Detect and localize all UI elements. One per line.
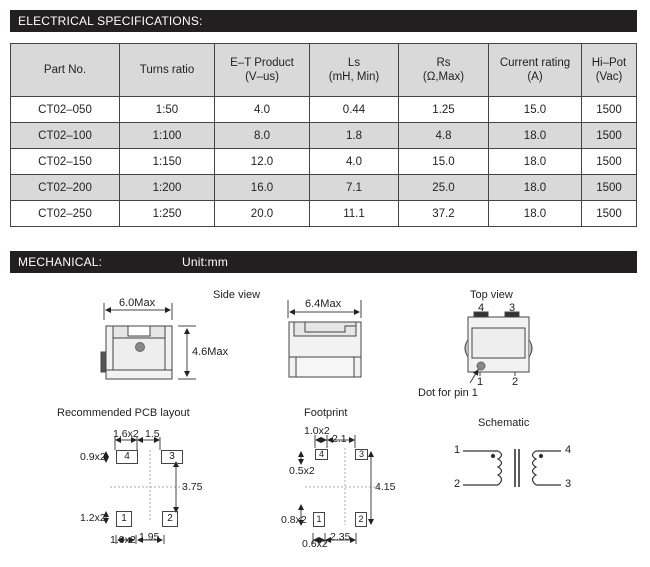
cell-et-product: 12.0 bbox=[215, 149, 310, 175]
pcb-spacing-bottom-dim: 1.95 bbox=[139, 531, 160, 543]
footprint-drawing bbox=[301, 435, 380, 544]
col-header-ls: Ls (mH, Min) bbox=[310, 44, 399, 97]
cell-ls: 7.1 bbox=[310, 175, 399, 201]
fp-spacing-bottom-dim: 2.35 bbox=[330, 531, 351, 543]
pcb-pad-3: 3 bbox=[161, 450, 183, 464]
schematic-pin-2: 2 bbox=[454, 478, 461, 490]
pcb-pad-1: 1 bbox=[116, 511, 132, 527]
dot-pin1-note: Dot for pin 1 bbox=[418, 387, 478, 399]
cell-rs: 37.2 bbox=[399, 201, 489, 227]
pcb-layout-title: Recommended PCB layout bbox=[57, 407, 190, 419]
side-view-width-label: 6.0Max bbox=[119, 297, 156, 309]
electrical-title: ELECTRICAL SPECIFICATIONS: bbox=[18, 14, 203, 28]
cell-current-rating: 18.0 bbox=[489, 149, 582, 175]
fp-pad-1: 1 bbox=[313, 512, 325, 527]
top-view-title: Top view bbox=[470, 289, 513, 301]
cell-et-product: 8.0 bbox=[215, 123, 310, 149]
cell-part-no: CT02–200 bbox=[11, 175, 120, 201]
schematic-pin-4: 4 bbox=[565, 444, 572, 456]
pcb-spacing-top-dim: 1.5 bbox=[145, 428, 160, 440]
pin-label-2: 2 bbox=[512, 376, 519, 388]
cell-part-no: CT02–100 bbox=[11, 123, 120, 149]
cell-turns-ratio: 1:50 bbox=[120, 97, 215, 123]
fp-pad-height-dim: 0.8x2 bbox=[281, 514, 307, 526]
cell-ls: 0.44 bbox=[310, 97, 399, 123]
cell-rs: 1.25 bbox=[399, 97, 489, 123]
schematic-pin-1: 1 bbox=[454, 444, 461, 456]
schematic-title: Schematic bbox=[478, 417, 530, 429]
cell-ls: 11.1 bbox=[310, 201, 399, 227]
pcb-pad-top-dim: 1.6x2 bbox=[113, 428, 139, 440]
schematic-pin-3: 3 bbox=[565, 478, 572, 490]
footprint-title: Footprint bbox=[304, 407, 348, 419]
pin-label-4: 4 bbox=[478, 302, 485, 314]
cell-current-rating: 18.0 bbox=[489, 123, 582, 149]
mechanical-title: MECHANICAL: bbox=[18, 255, 103, 269]
fp-pad-left-dim: 0.5x2 bbox=[289, 465, 315, 477]
side-view-title: Side view bbox=[213, 289, 261, 301]
pcb-pad-4: 4 bbox=[116, 450, 138, 464]
col-header-rs: Rs (Ω,Max) bbox=[399, 44, 489, 97]
cell-et-product: 20.0 bbox=[215, 201, 310, 227]
cell-hi-pot: 1500 bbox=[582, 149, 637, 175]
cell-rs: 15.0 bbox=[399, 149, 489, 175]
fp-spacing-top-dim: 2.1 bbox=[332, 433, 347, 445]
col-header-current-rating: Current rating (A) bbox=[489, 44, 582, 97]
col-header-turns-ratio: Turns ratio bbox=[120, 44, 215, 97]
front-view-width-label: 6.4Max bbox=[305, 298, 342, 310]
cell-turns-ratio: 1:100 bbox=[120, 123, 215, 149]
cell-rs: 25.0 bbox=[399, 175, 489, 201]
fp-pad-4: 4 bbox=[315, 449, 328, 460]
cell-turns-ratio: 1:250 bbox=[120, 201, 215, 227]
pin-label-3: 3 bbox=[509, 302, 516, 314]
fp-pad-top-dim: 1.0x2 bbox=[304, 425, 330, 437]
cell-current-rating: 15.0 bbox=[489, 97, 582, 123]
cell-current-rating: 18.0 bbox=[489, 175, 582, 201]
pcb-pad-height-dim: 1.2x2 bbox=[80, 512, 106, 524]
pcb-vertical-dim: 3.75 bbox=[182, 481, 203, 493]
side-view-drawing bbox=[101, 303, 196, 379]
pin-label-1: 1 bbox=[477, 376, 484, 388]
col-header-hi-pot: Hi–Pot (Vac) bbox=[582, 44, 637, 97]
cell-hi-pot: 1500 bbox=[582, 97, 637, 123]
schematic-drawing bbox=[463, 449, 561, 487]
cell-turns-ratio: 1:150 bbox=[120, 149, 215, 175]
fp-vertical-dim: 4.15 bbox=[375, 481, 396, 493]
side-view-height-label: 4.6Max bbox=[192, 346, 229, 358]
cell-hi-pot: 1500 bbox=[582, 123, 637, 149]
col-header-et-product: E–T Product (V–us) bbox=[215, 44, 310, 97]
cell-part-no: CT02–050 bbox=[11, 97, 120, 123]
cell-et-product: 16.0 bbox=[215, 175, 310, 201]
cell-hi-pot: 1500 bbox=[582, 201, 637, 227]
fp-pad-bottom-dim: 0.6x2 bbox=[302, 538, 328, 550]
pcb-pad-left-dim: 0.9x2 bbox=[80, 451, 106, 463]
cell-rs: 4.8 bbox=[399, 123, 489, 149]
cell-et-product: 4.0 bbox=[215, 97, 310, 123]
cell-current-rating: 18.0 bbox=[489, 201, 582, 227]
fp-pad-2: 2 bbox=[355, 512, 367, 527]
front-view-drawing bbox=[288, 300, 361, 377]
col-header-part-no: Part No. bbox=[11, 44, 120, 97]
cell-part-no: CT02–150 bbox=[11, 149, 120, 175]
fp-pad-3: 3 bbox=[355, 449, 368, 460]
pcb-pad-bottom-dim: 1.0x2 bbox=[110, 534, 136, 546]
cell-ls: 1.8 bbox=[310, 123, 399, 149]
cell-hi-pot: 1500 bbox=[582, 175, 637, 201]
unit-label: Unit:mm bbox=[182, 255, 229, 269]
pcb-pad-2: 2 bbox=[162, 511, 178, 527]
cell-turns-ratio: 1:200 bbox=[120, 175, 215, 201]
cell-ls: 4.0 bbox=[310, 149, 399, 175]
top-view-drawing bbox=[465, 312, 532, 383]
cell-part-no: CT02–250 bbox=[11, 201, 120, 227]
